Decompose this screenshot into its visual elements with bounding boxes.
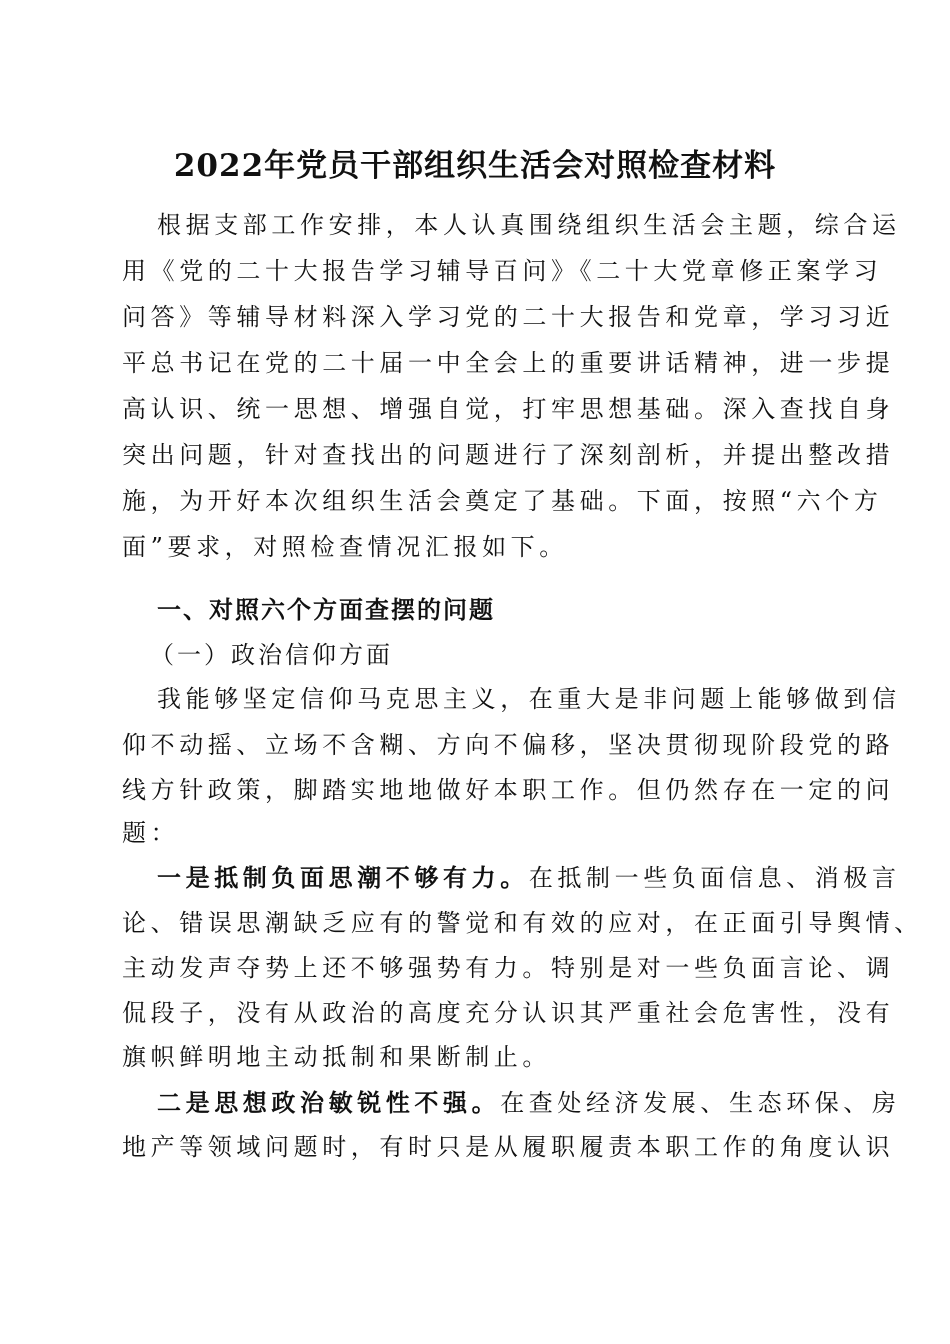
document-title: 2022年党员干部组织生活会对照检查材料 [173, 148, 777, 184]
para-line: 仰不动摇、立场不含糊、方向不偏移，坚决贯彻现阶段党的路 [122, 731, 895, 759]
point-line [157, 1088, 901, 1118]
point-text: 在抵制一些负面信息、消极言 [528, 864, 901, 892]
intro-line: 问答》等辅导材料深入学习党的二十大报告和党章，学习习近 [122, 303, 895, 331]
intro-line: 平总书记在党的二十届一中全会上的重要讲话精神，进一步提 [122, 349, 895, 377]
point-lead: 一是抵制负面思潮不够有力。 [157, 863, 529, 892]
point-line: 论、错误思潮缺乏应有的警觉和有效的应对，在正面引导舆情、 [122, 909, 923, 937]
point-text: 在查处经济发展、生态环保、房 [500, 1089, 901, 1117]
intro-line: 高认识、统一思想、增强自觉，打牢思想基础。深入查找自身 [122, 395, 895, 423]
intro-line: 突出问题，针对查找出的问题进行了深刻剖析，并提出整改措 [122, 441, 895, 469]
intro-line: 施，为开好本次组织生活会奠定了基础。下面，按照“六个方 [122, 487, 883, 515]
point-line: 旗帜鲜明地主动抵制和果断制止。 [122, 1043, 551, 1071]
para-line: 题： [122, 819, 180, 847]
intro-line: 根据支部工作安排，本人认真围绕组织生活会主题，综合运 [157, 211, 901, 239]
subsection-heading: （一）政治信仰方面 [150, 641, 393, 669]
section-heading: 一、对照六个方面查摆的问题 [157, 596, 495, 624]
point-lead: 二是思想政治敏锐性不强。 [157, 1088, 501, 1117]
intro-line: 面”要求，对照检查情况汇报如下。 [122, 533, 568, 561]
para-line: 线方针政策，脚踏实地地做好本职工作。但仍然存在一定的问 [122, 776, 895, 804]
para-line: 我能够坚定信仰马克思主义，在重大是非问题上能够做到信 [157, 685, 901, 713]
point-line: 地产等领域问题时，有时只是从履职履责本职工作的角度认识 [122, 1133, 895, 1161]
intro-line: 用《党的二十大报告学习辅导百问》《二十大党章修正案学习 [122, 257, 883, 285]
point-line: 主动发声夺势上还不够强势有力。特别是对一些负面言论、调 [122, 954, 895, 982]
point-line: 侃段子，没有从政治的高度充分认识其严重社会危害性，没有 [122, 999, 895, 1027]
point-line [157, 863, 901, 893]
